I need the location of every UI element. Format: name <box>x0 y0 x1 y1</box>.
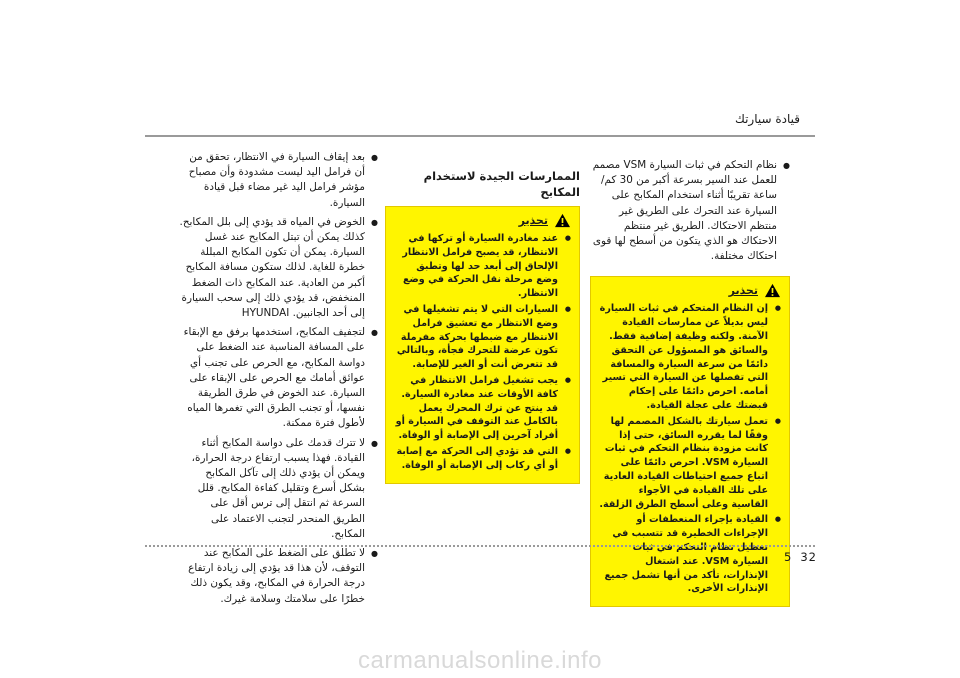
warning-label: تحذير <box>518 214 548 227</box>
page-section: 5 <box>784 550 793 564</box>
warning-item: ● عند مغادرة السيارة أو تركها في الانتظار، قد يصبح فرامل الانتظار الإلحاق إلى أبعد حد لها وتطبق وضع مرحلة نقل الحركة في وضع الانتظار. <box>394 232 571 301</box>
brake-tip-item: ● لا تترك قدمك على دواسة المكابح أثناء القيادة. فهذا يسبب ارتفاع درجة الحرارة، ويمكن أن يؤدي ذلك إلى تآكل المكابح بشكل أسرع وتقليل كفاءة المكابح. قلل السرعة ثم انتقل إلى ترس أقل على الطريق المنحدر لتجنب الاعتماد على المكابح. <box>178 436 378 542</box>
brake-tip-item: ● لتجفيف المكابح، استخدمها برفق مع الإبقاء على المسافة المناسبة عند الضغط على دواسة المكابح، مع الحرص على تجنب أي عوائق أمامك مع الحرص على الإبقاء على السيارة. عند الخوض في طرق الطريقة نفسها، أو تجنب الطرق التي تغمرها المياه لأطول فترة ممكنة. <box>178 325 378 431</box>
right-bullets <box>590 158 790 264</box>
watermark-text: carmanualsonline.info <box>358 647 602 674</box>
middle-warning-list <box>394 232 571 473</box>
warning-triangle-icon <box>764 283 781 298</box>
right-warning-list <box>599 302 781 596</box>
vsm-paragraph: ● نظام التحكم في ثبات السيارة VSM مصمم للعمل عند السير بسرعة أكبر من 30 كم/ ساعة تقريبًا أثناء استخدام المكابح على السيارة عند التحرك على الطريق غير منتظم الاحتكاك. الطريق غير منتظم الاحتكاك هو الذي يتكون من أسطح لها قوى احتكاك مختلفة. <box>590 158 790 264</box>
page-number <box>784 550 817 564</box>
brake-tip-item: ● لا تطلق على الضغط على المكابح عند التوقف، لأن هذا قد يؤدي إلى زيادة ارتفاع درجة الحرارة في المكابح، وقد يكون ذلك خطرًا على سلامتك وسلامة غيرك. <box>178 546 378 607</box>
brand-name: HYUNDAI <box>241 307 290 320</box>
warning-header <box>599 283 781 298</box>
warning-item: ● التي قد تؤدي إلى الحركة مع إصابة أو أي ركاب إلى الإصابة أو الوفاة. <box>394 445 571 473</box>
warning-item: ● يجب تشغيل فرامل الانتظار في كافة الأوقات عند مغادرة السيارة. قد ينتج عن ترك المحرك يعمل بالكامل عند التوقف في السيارة أو أفراد آخرين إلى الإصابة أو الوفاة. <box>394 374 571 443</box>
warning-header <box>394 213 571 228</box>
left-bullets <box>178 150 378 607</box>
brake-tip-text: الخوض في المياه قد يؤدي إلى بلل المكابح. كذلك يمكن أن تبتل المكابح عند غسل السيارة. يمكن أن تكون المكابح المبللة خطرة للغاية. لذلك ستكون مسافة المكابح أكبر من العادية. عند المكابح ذات الضغط المنخفض، قد يؤدي ذلك إلى سحب السيارة إلى أحد الجانبين. <box>179 215 365 320</box>
warning-item: ● تعمل سيارتك بالشكل المصمم لها وفقًا لما يقرره السائق، حتى إذا كانت مزودة بنظام التحكم في ثبات السيارة VSM. احرص دائمًا على اتباع جميع احتياطات القيادة العادية على تلك القيادة في الأجواء القاسية وعلى أسطح الطرق الزلقة. <box>599 415 781 512</box>
section-title: الممارسات الجيدة لاستخدام المكابح <box>423 169 580 199</box>
brake-tip-item <box>178 215 378 321</box>
warning-item: ● إن النظام المتحكم في ثبات السيارة ليس بديلاً عن ممارسات القيادة الآمنة. ولكنه وظيفة إضافية فقط. والسائق هو المسؤول عن التحقق دائمًا من سرعة السيارة والمسافة التي تفصلها عن السيارة التي تسير أمامه. احرص دائمًا على إحكام قبضتك على عجلة القيادة. <box>599 302 781 412</box>
middle-warning-box <box>385 206 580 484</box>
warning-item: ● القيادة بإجراء المنعطفات أو الإجراءات الخطيرة قد تتسبب في تعطيل نظام التحكم في ثبات السيارة VSM. عند اشتغال الإنذارات، تأكد من أنها تشمل جميع الإنذارات الأخرى. <box>599 513 781 596</box>
left-column <box>178 150 378 611</box>
warning-label: تحذير <box>728 284 758 298</box>
page-index: 32 <box>800 550 817 564</box>
middle-column <box>385 168 580 484</box>
brake-tip-item: ● بعد إيقاف السيارة في الانتظار، تحقق من أن فرامل اليد ليست مشدودة وأن مصباح مؤشر فرامل اليد غير مضاء قبل قيادة السيارة. <box>178 150 378 211</box>
page-header-title: قيادة سيارتك <box>734 112 800 126</box>
right-column <box>590 158 793 607</box>
header-divider <box>145 135 815 137</box>
warning-triangle-icon <box>554 213 571 228</box>
warning-item: ● السيارات التي لا يتم تشغيلها في وضع الانتظار مع تعشيق فرامل الانتظار مع ضبطها بحركة مفرملة تكون عرضة للتحرك فجأة، وبالتالي قد تتعرض أنت أو الغير للإصابة. <box>394 303 571 372</box>
footer-divider <box>145 545 815 547</box>
right-warning-box <box>590 276 793 607</box>
